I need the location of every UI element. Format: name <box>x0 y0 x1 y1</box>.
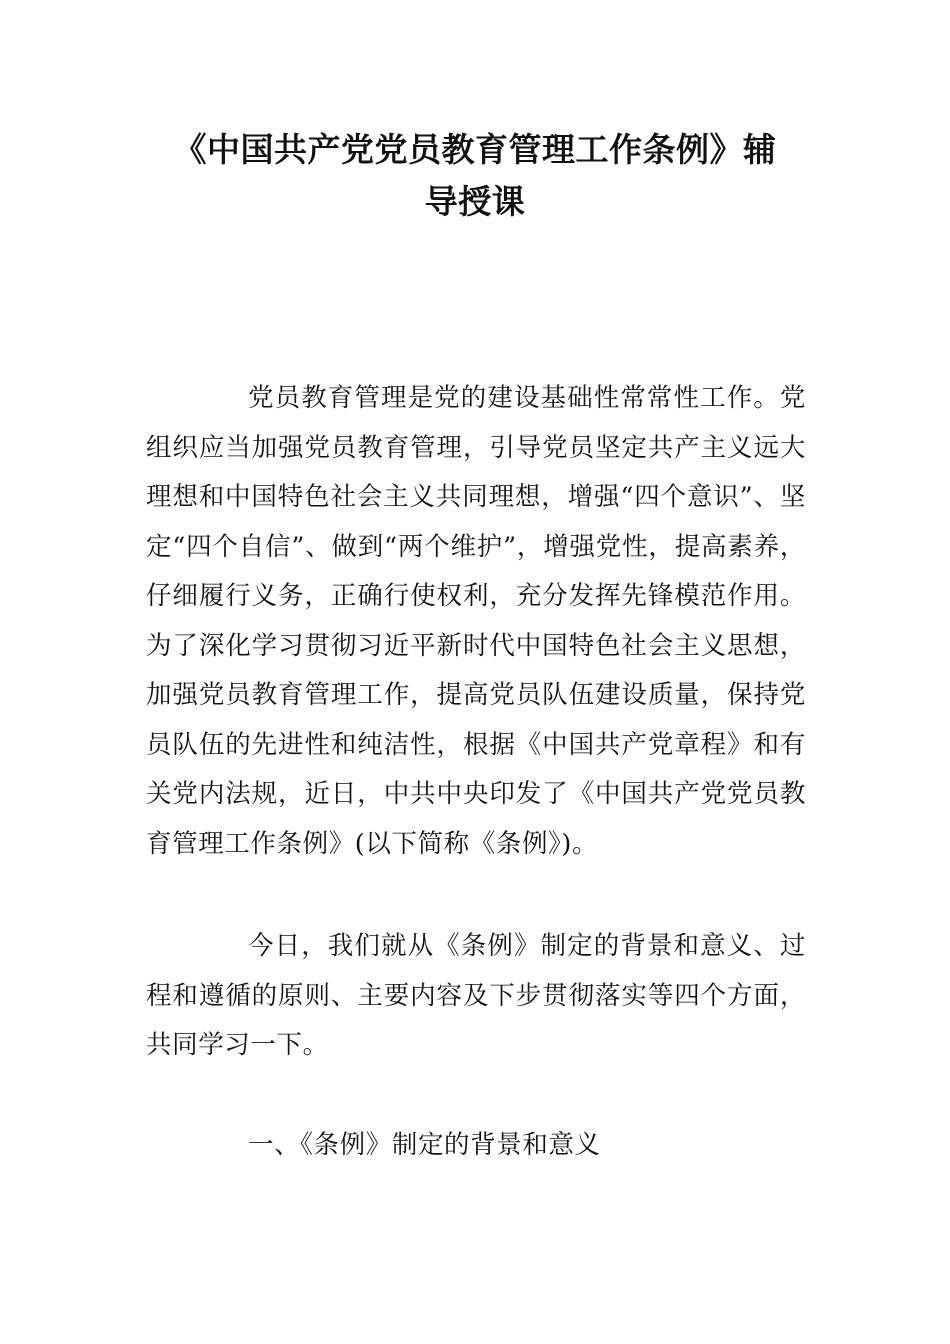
section-heading-background: 一、《条例》制定的背景和意义 <box>248 1130 601 1160</box>
document-title <box>140 124 810 228</box>
body-paragraph-overview: 今日，我们就从《条例》制定的背景和意义、过程和遵循的原则、主要内容及下步贯彻落实等四个方面，共同学习一下。 <box>146 931 806 1060</box>
document-title-line-2: 导授课 <box>424 182 526 221</box>
document-title-line-1: 《中国共产党党员教育管理工作条例》辅 <box>173 130 777 169</box>
body-paragraph-intro: 党员教育管理是党的建设基础性常常性工作。党组织应当加强党员教育管理，引导党员坚定共产主义远大理想和中国特色社会主义共同理想，增强“四个意识”、坚定“四个自信”、做到“两个维护”，增强党性，提高素养，仔细履行义务，正确行使权利，充分发挥先锋模范作用。为了深化学习贯彻习近平新时代中国特色社会主义思想，加强党员教育管理工作，提高党员队伍建设质量，保持党员队伍的先进性和纯洁性，根据《中国共产党章程》和有关党内法规，近日，中共中央印发了《中国共产党党员教育管理工作条例》(以下简称《条例》)。 <box>146 383 806 859</box>
